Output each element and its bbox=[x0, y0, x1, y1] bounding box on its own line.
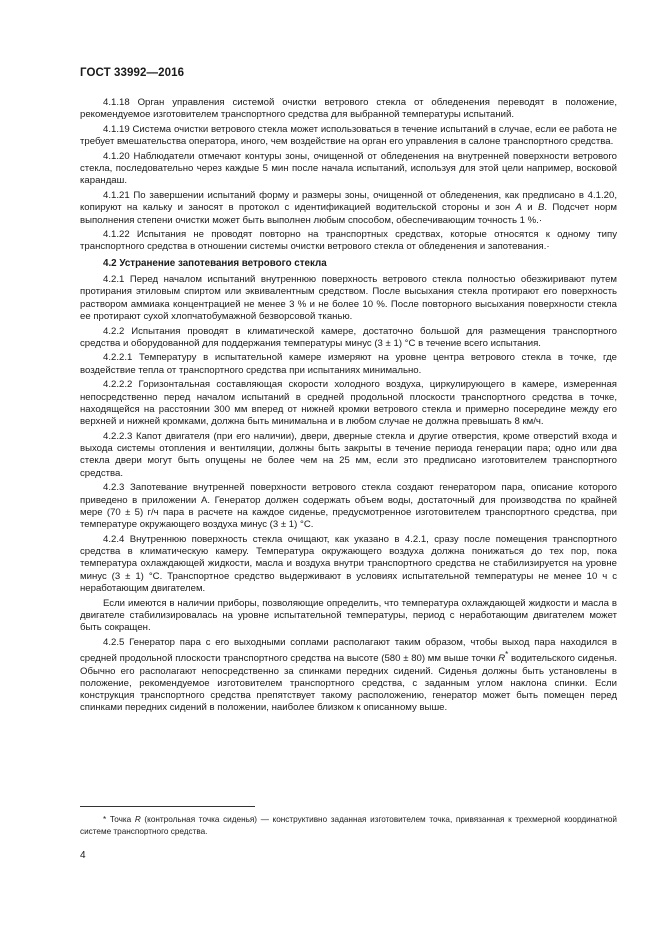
paragraph-4-2-4: 4.2.4 Внутреннюю поверхность стекла очищают, как указано в 4.2.1, сразу после помещения транспортного средства в климатическую камеру. Температура окружающего воздуха должна понижаться до тех пор, пока температура охлаждающей жидкости, масла и воздуха внутри транспортного средства не стабилизируется на уровне минус (3 ± 1) °С. Транспортное средство выдерживают в условиях испытательной температуры не менее 10 ч с неработающим двигателем. bbox=[80, 533, 617, 594]
point-r-label: R bbox=[498, 653, 506, 665]
page-body bbox=[80, 97, 617, 717]
footnote-lead: Точка bbox=[106, 815, 135, 824]
page-number: 4 bbox=[80, 850, 86, 861]
paragraph-4-2-5-text: 4.2.5 Генератор пара с его выходными соплами располагают таким образом, чтобы выход пара находился в средней продольной плоскости транспортного средства на высоте (580 ± 80) мм выше точки bbox=[80, 636, 617, 665]
section-heading-4-2: 4.2 Устранение запотевания ветрового стекла bbox=[103, 257, 327, 269]
conjunction: и bbox=[521, 202, 538, 214]
paragraph-4-1-21-tail: . Подсчет норм выполнения степени очистки может быть выполнен любым способом, обеспечивающим точность 1 %.· bbox=[80, 202, 618, 226]
paragraph-4-1-18: 4.1.18 Орган управления системой очистки ветрового стекла от обледенения переводят в положение, рекомендуемое изготовителем транспортного средства для выбранной температуры испытаний. bbox=[80, 97, 617, 121]
footnote bbox=[80, 814, 617, 837]
document-header: ГОСТ 33992—2016 bbox=[80, 67, 185, 79]
footnote-text: (контрольная точка сиденья) — конструктивно заданная изготовителем точка, привязанная к трехмерной координатной системе транспортного средства. bbox=[80, 815, 617, 836]
paragraph-4-1-19: 4.1.19 Система очистки ветрового стекла может использоваться в течение испытаний в случае, если ее работа не требует вмешательства оператора, иного, чем воздействие на орган его управления в салоне транспортного средства. bbox=[80, 123, 617, 148]
paragraph-4-2-2-1: 4.2.2.1 Температуру в испытательной камере измеряют на уровне центра ветрового стекла в точке, где воздействие тепла от транспортного средства при испытаниях минимально. bbox=[80, 352, 617, 376]
paragraph-4-1-21 bbox=[80, 190, 617, 227]
paragraph-4-2-3: 4.2.3 Запотевание внутренней поверхности ветрового стекла создают генератором пара, описание которого приведено в приложении А. Генератор должен содержать объем воды, достаточный для производства по крайней мере (70 ± 5) г/ч пара в расчете на каждое сиденье, предусмотренное изготовителем транспортного средства, при температуре окружающего воздуха минус (3 ± 1) °С. bbox=[80, 482, 617, 531]
paragraph-4-2-5 bbox=[80, 637, 617, 715]
paragraph-4-1-20: 4.1.20 Наблюдатели отмечают контуры зоны, очищенной от обледенения на внутренней поверхности ветрового стекла, последовательно через каждые 5 мин после начала испытаний, используя для этой цели например, восковой карандаш. bbox=[80, 150, 617, 187]
paragraph-4-2-2: 4.2.2 Испытания проводят в климатической камере, достаточно большой для размещения транспортного средства и оборудованной для поддержания температуры минус (3 ± 1) °С в течение всего испытания. bbox=[80, 325, 617, 349]
zone-a-label: A bbox=[515, 202, 522, 214]
paragraph-4-2-2-2: 4.2.2.2 Горизонтальная составляющая скорости холодного воздуха, циркулирующего в камере, измеренная непосредственно перед началом испытаний в средней продольной плоскости транспортного средства в точке, находящейся на расстоянии 300 мм вперед от нижней кромки ветрового стекла и примерно посередине между его верхней и нижней кромками, должна быть минимальна и в любом случае не должна превышать 8 км/ч. bbox=[80, 379, 617, 428]
zone-b-label: B bbox=[537, 202, 545, 214]
footnote-separator bbox=[80, 806, 255, 807]
footnote-marker: * bbox=[505, 650, 509, 660]
paragraph-4-2-5-tail: водительского сиденья. Обычно его располагают непосредственно за спинками передних сидений. Сиденья должны быть установлены в положение, рекомендуемое изготовителем транспортного средства, с заданным углом наклона спинки. Если конструкция транспортного средства препятствует такому расположению, генератор может быть помещен перед спинками передних сидений в положении, наиболее близком к описанному выше. bbox=[80, 653, 617, 714]
footnote-point-r: R bbox=[134, 815, 141, 824]
paragraph-4-2-4-continuation: Если имеются в наличии приборы, позволяющие определить, что температура охлаждающей жидкости и масла в двигателе стабилизировалась на уровне испытательной температуры, период с неработающим двигателем может быть сокращен. bbox=[80, 597, 617, 634]
paragraph-4-1-22: 4.1.22 Испытания не проводят повторно на транспортных средствах, которые относятся к одному типу транспортного средства в отношении системы очистки ветрового стекла от обледенения и запотевания.· bbox=[80, 229, 617, 253]
paragraph-4-2-1: 4.2.1 Перед началом испытаний внутреннюю поверхность ветрового стекла полностью обезжиривают путем протирания этиловым спиртом или эквивалентным средством. После высыхания стекла протирают его поверхность раствором аммиака концентрацией не менее 3 % и не более 10 %. После повторного высыхания поверхности стекла ее протирают сухой хлопчатобумажной безворсовой тканью. bbox=[80, 274, 617, 322]
paragraph-4-1-21-text: 4.1.21 По завершении испытаний форму и размеры зоны, очищенной от обледенения, как предписано в 4.1.20, копируют на кальку и заносят в протокол с идентификацией водительской стороны и зон bbox=[80, 189, 617, 214]
paragraph-4-2-2-3: 4.2.2.3 Капот двигателя (при его наличии), двери, дверные стекла и другие отверстия, кроме отверстий входа и выхода системы отопления и вентиляции, должны быть закрыты в течение периода генерации пара; одно или два стекла двери могут быть опущены не более чем на 25 мм, если это предписано изготовителем транспортного средства. bbox=[80, 430, 617, 479]
footnote-marker-symbol: * bbox=[103, 815, 107, 824]
